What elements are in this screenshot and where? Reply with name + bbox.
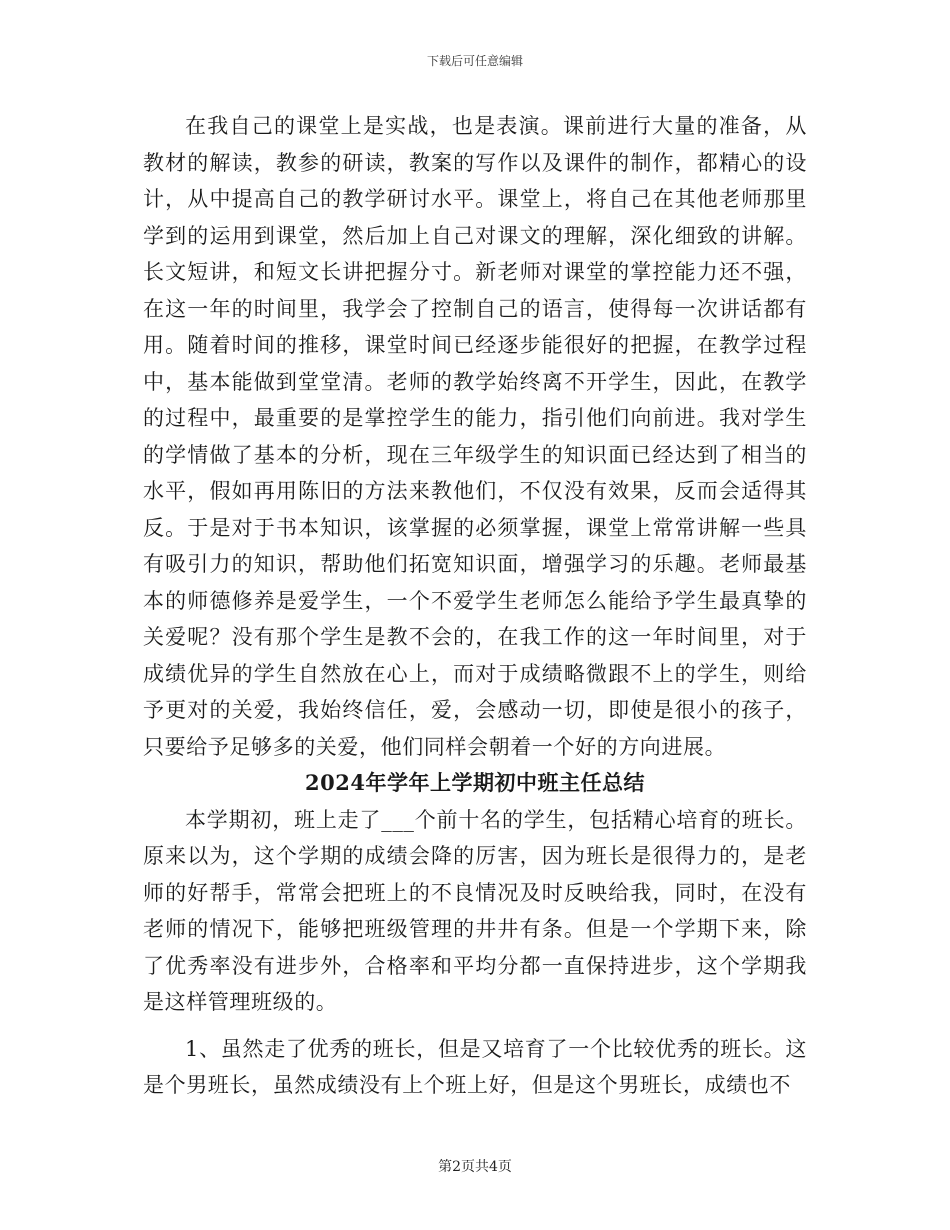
body-paragraph: 本学期初，班上走了___个前十名的学生，包括精心培育的班长。原来以为，这个学期的成绩会降的厉害，因为班长是很得力的，是老师的好帮手，常常会把班上的不良情况及时反映给我，同时，在没有老师的情况下，能够把班级管理的井井有条。但是一个学期下来，除了优秀率没有进步外，合格率和平均分都一直保持进步，这个学期我是这样管理班级的。: [143, 807, 807, 1014]
document-body: [143, 108, 807, 1104]
page-header: 下载后可任意编辑: [426, 54, 523, 68]
section-title: 2024年学年上学期初中班主任总结: [305, 770, 645, 795]
body-paragraph: 1、虽然走了优秀的班长，但是又培育了一个比较优秀的班长。这是个男班长，虽然成绩没有上个班上好，但是这个男班长，成绩也不: [143, 1036, 807, 1097]
page-footer: 第2页共4页: [438, 1159, 512, 1175]
body-paragraph: 在我自己的课堂上是实战，也是表演。课前进行大量的准备，从教材的解读，教参的研读，教案的写作以及课件的制作，都精心的设计，从中提高自己的教学研讨水平。课堂上，将自己在其他老师那里学到的运用到课堂，然后加上自己对课文的理解，深化细致的讲解。长文短讲，和短文长讲把握分寸。新老师对课堂的掌控能力还不强，在这一年的时间里，我学会了控制自己的语言，使得每一次讲话都有用。随着时间的推移，课堂时间已经逐步能很好的把握，在教学过程中，基本能做到堂堂清。老师的教学始终离不开学生，因此，在教学的过程中，最重要的是掌控学生的能力，指引他们向前进。我对学生的学情做了基本的分析，现在三年级学生的知识面已经达到了相当的水平，假如再用陈旧的方法来教他们，不仅没有效果，反而会适得其反。于是对于书本知识，该掌握的必须掌握，课堂上常常讲解一些具有吸引力的知识，帮助他们拓宽知识面，增强学习的乐趣。老师最基本的师德修养是爱学生，一个不爱学生老师怎么能给予学生最真挚的关爱呢？没有那个学生是教不会的，在我工作的这一年时间里，对于成绩优异的学生自然放在心上，而对于成绩略微跟不上的学生，则给予更对的关爱，我始终信任，爱，会感动一切，即使是很小的孩子，只要给予足够多的关爱，他们同样会朝着一个好的方向进展。: [143, 114, 807, 759]
